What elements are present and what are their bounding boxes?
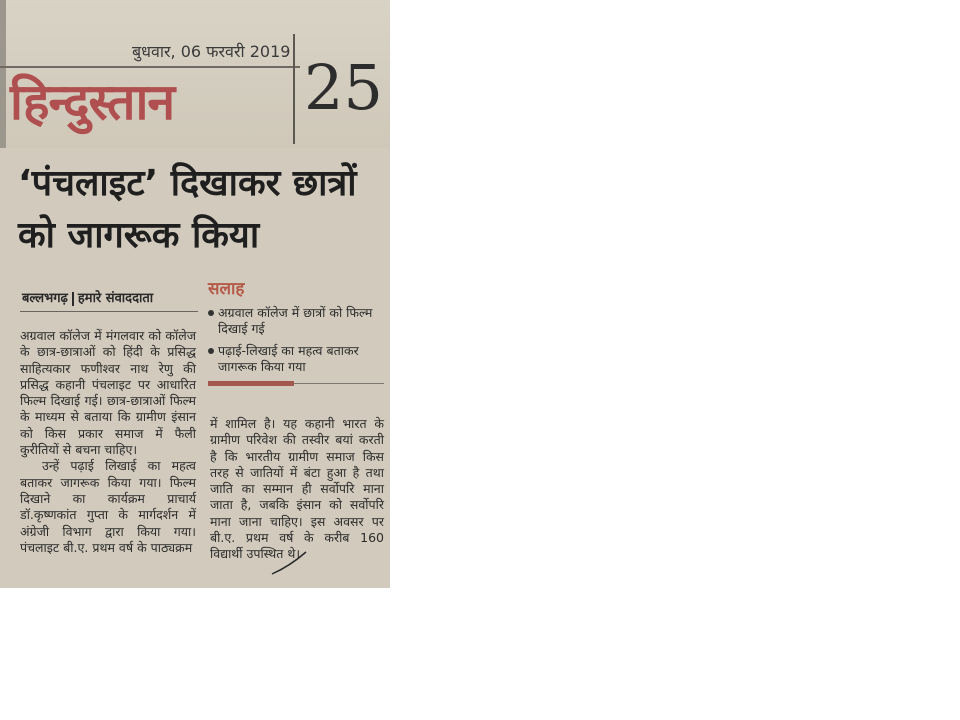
news-article [0, 148, 390, 588]
advice-item-text: अग्रवाल कॉलेज में छात्रों को फिल्म दिखाई गई [218, 305, 373, 336]
masthead-divider [293, 34, 295, 144]
paragraph-1: अग्रवाल कॉलेज में मंगलवार को कॉलेज के छात्र-छात्राओं को हिंदी के प्रसिद्ध साहित्यकार फणीश्वर नाथ रेणु की प्रसिद्ध कहानी पंचलाइट पर आधारित फिल्म दिखाई गई। छात्र-छात्राओं फिल्म के माध्यम से बताया कि ग्रामीण इंसान को किस प्रकार समाज में फैली कुरीतियों से बचना चाहिए। [20, 328, 196, 458]
advice-item-text: पढ़ाई-लिखाई का महत्व बताकर जागरूक किया गया [218, 343, 359, 374]
article-headline [18, 158, 388, 262]
article-column-right [210, 416, 384, 563]
paragraph-2: उन्हें पढ़ाई लिखाई का महत्व बताकर जागरूक किया गया। फिल्म दिखाने का कार्यक्रम प्राचार्य डॉ.कृष्णकांत गुप्ता के मार्गदर्शन में अंग्रेजी विभाग द्वारा किया गया। पंचलाइट बी.ए. प्रथम वर्ष के पाठ्यक्रम [20, 458, 196, 555]
advice-item [208, 343, 384, 375]
pen-mark-icon [270, 548, 310, 578]
advice-box-rule [208, 381, 384, 386]
page-edge [0, 0, 6, 148]
advice-box-title: सलाह [208, 279, 245, 299]
advice-list [208, 305, 384, 375]
masthead-rule [0, 66, 300, 68]
advice-item [208, 305, 384, 337]
paragraph-3: में शामिल है। यह कहानी भारत के ग्रामीण परिवेश की तस्वीर बयां करती है कि भारतीय ग्रामीण समाज किस तरह से जातियों में बंटा हुआ है तथा जाति का सम्मान ही सर्वोपरि माना जाता है, जबकि इंसान को सर्वोपरि माना जाना चाहिए। इस अवसर पर बी.ए. प्रथम वर्ष के करीब 160 विद्यार्थी उपस्थित थे। [210, 416, 384, 562]
byline [22, 288, 153, 306]
bullet-icon [208, 348, 214, 354]
newspaper-masthead [0, 0, 390, 148]
bullet-icon [208, 310, 214, 316]
article-column-left [20, 328, 196, 556]
newspaper-title: हिन्दुस्तान [10, 73, 175, 131]
byline-reporter: हमारे संवाददाता [77, 291, 154, 306]
byline-rule [20, 311, 198, 312]
publication-date: बुधवार, 06 फरवरी 2019 [132, 42, 291, 61]
advice-box [208, 276, 384, 386]
byline-place: बल्लभगढ़ [22, 291, 68, 306]
headline-line-2: को जागरूक किया [18, 215, 260, 256]
byline-separator [72, 292, 74, 306]
headline-line-1: ‘पंचलाइट’ दिखाकर छात्रों [18, 163, 357, 204]
page-number: 25 [304, 51, 383, 124]
